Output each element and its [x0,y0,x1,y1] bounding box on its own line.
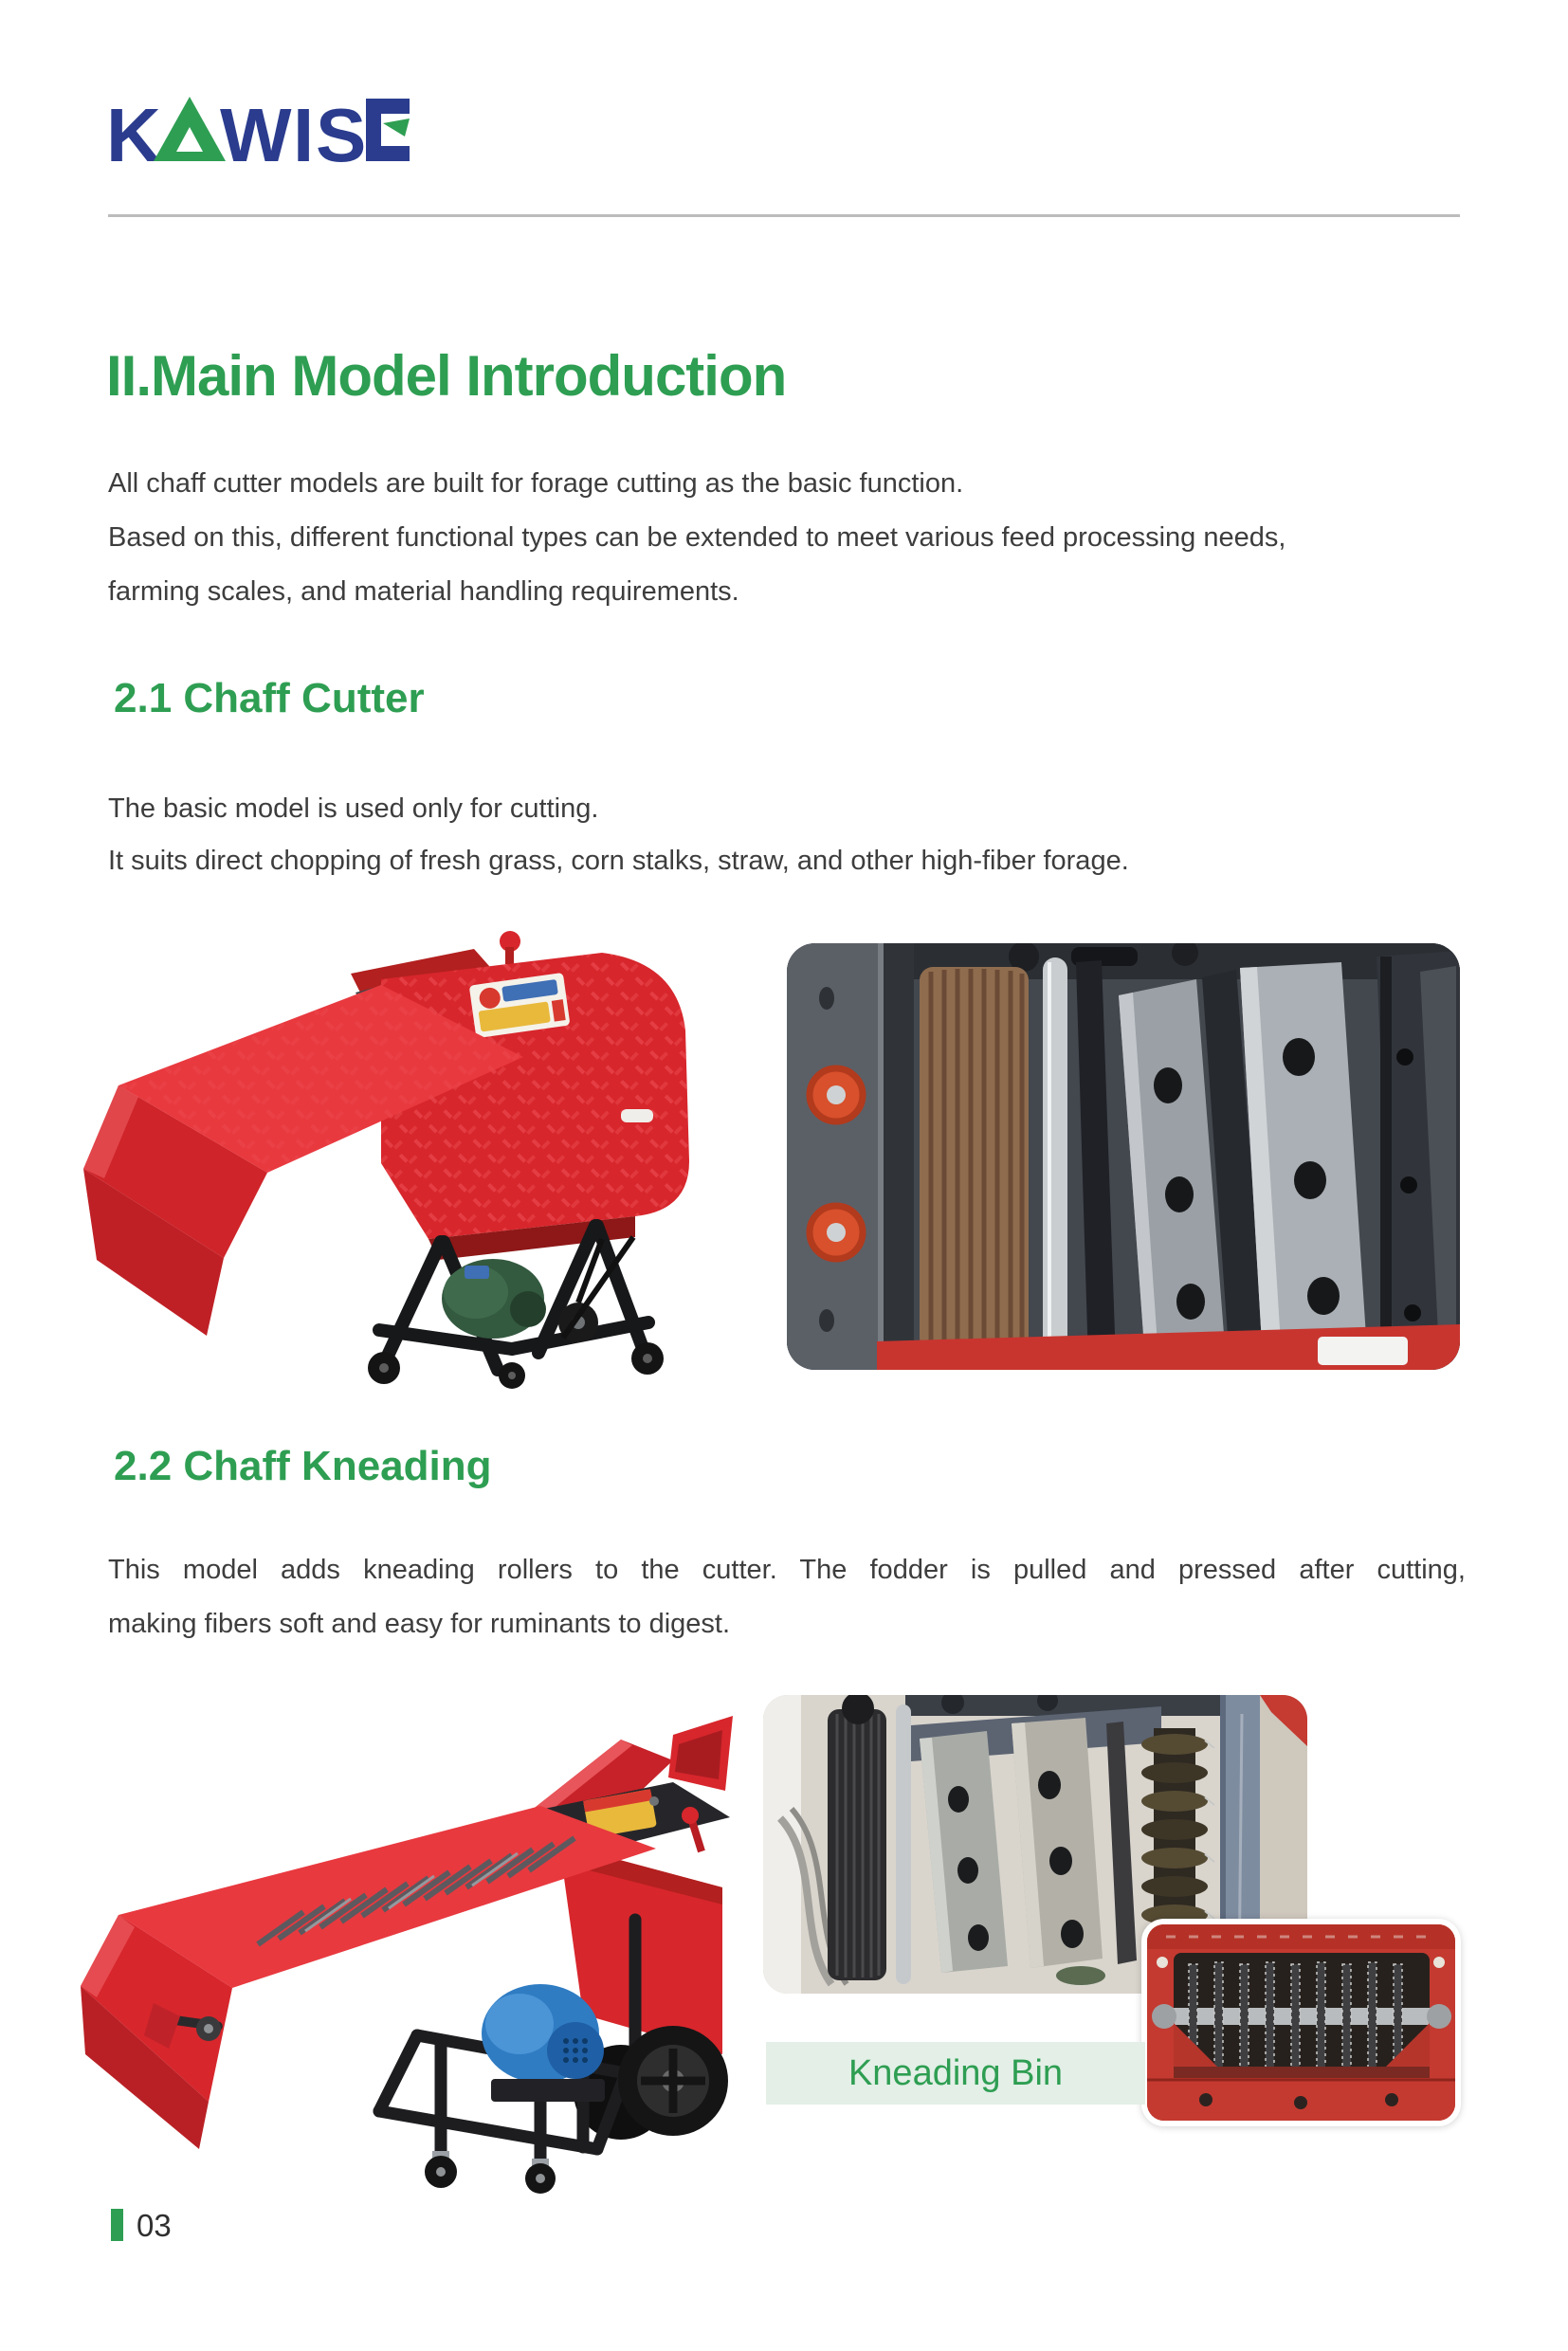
header-divider [108,214,1460,217]
cutting-chamber-photo [787,943,1460,1370]
page-title: II.Main Model Introduction [106,344,787,408]
brand-logo [106,91,411,174]
logo-letter-i: I [293,93,315,174]
intro-paragraph [108,457,1466,619]
section-2-1-line-1: The basic model is used only for cutting. [108,793,599,824]
chaff-cutter-machine-photo [66,924,735,1389]
page-number: 03 [137,2208,172,2243]
logo-letter-s: S [316,93,367,174]
intro-line-3: farming scales, and material handling requirements. [108,576,739,607]
logo-letter-e [366,99,410,161]
section-2-1-heading: 2.1 Chaff Cutter [114,675,425,721]
cutting-chamber-image [787,943,1460,1370]
logo-letter-k: K [106,93,158,174]
logo-letter-w: W [220,93,289,174]
page-number-accent-bar [111,2209,123,2241]
kneading-bin-caption: Kneading Bin [766,2042,1145,2105]
section-2-1-paragraph [108,783,1466,887]
chaff-kneading-machine-image [66,1702,735,2195]
section-2-1-line-2: It suits direct chopping of fresh grass, corn stalks, straw, and other high-fiber forage. [108,846,1129,876]
section-2-2-line-1: This model adds kneading rollers to the cutter. The fodder is pulled and pressed after cutting, [108,1555,1466,1585]
intro-line-2: Based on this, different functional types can be extended to meet various feed processing needs, [108,522,1286,553]
section-2-2-paragraph [108,1543,1466,1651]
kneading-bin-image [1147,1924,1455,2121]
kawise-logo-icon [106,91,411,174]
chaff-kneading-machine-photo [66,1702,735,2195]
kneading-bin-inset-photo [1141,1919,1461,2126]
section-2-2-line-2: making fibers soft and easy for ruminants to digest. [108,1609,731,1639]
section-2-2-heading: 2.2 Chaff Kneading [114,1443,492,1489]
chaff-cutter-machine-image [66,924,735,1389]
intro-line-1: All chaff cutter models are built for forage cutting as the basic function. [108,468,964,499]
